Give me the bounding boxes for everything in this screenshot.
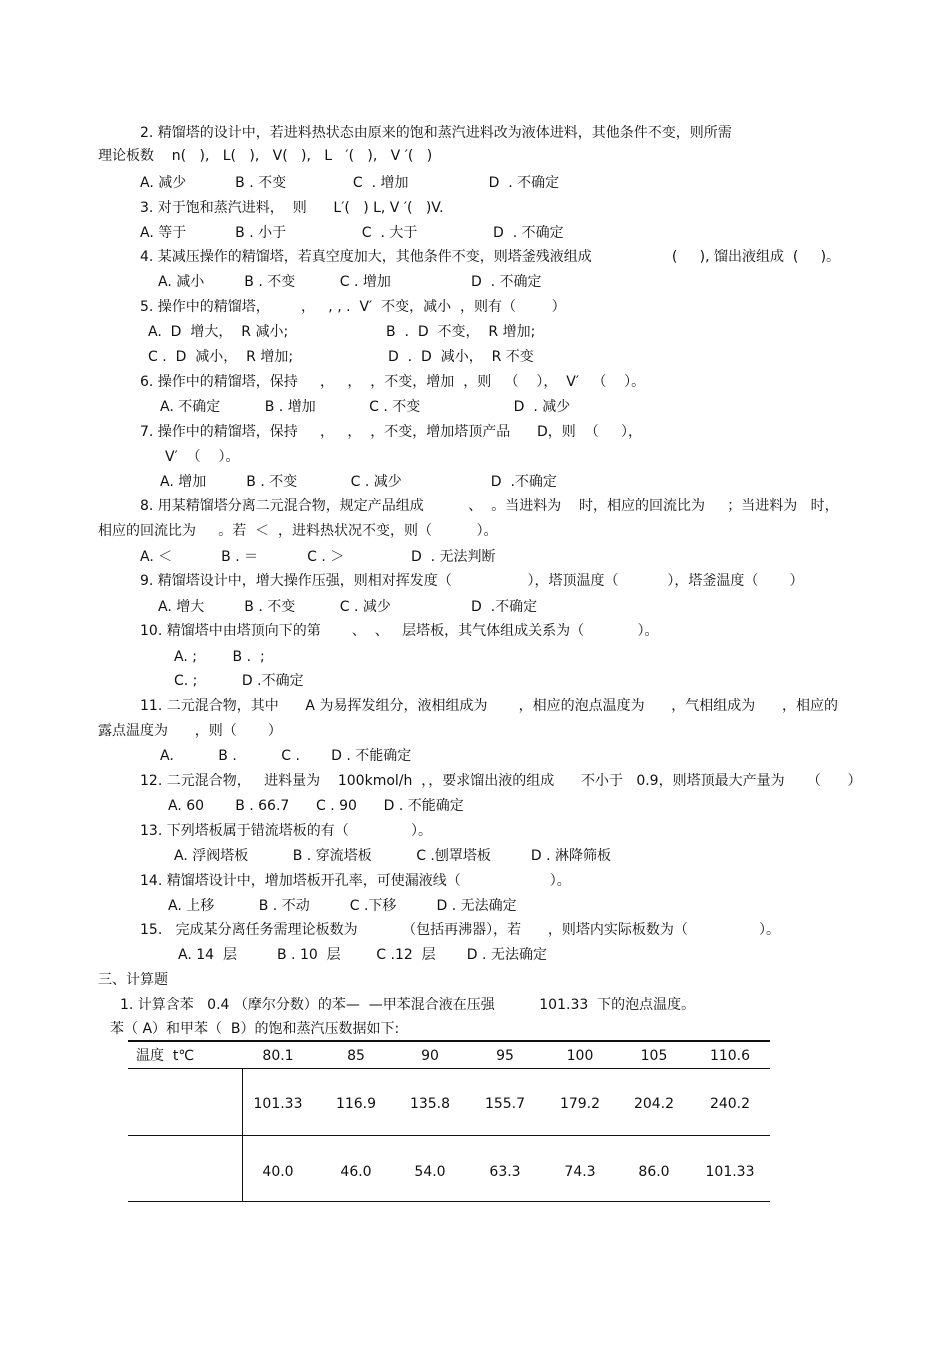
q4-options: A. 减小 B . 不变 C . 增加 D . 不确定 — [158, 274, 542, 290]
table-pb-cell: 63.3 — [489, 1164, 521, 1180]
q10-options-cd: C. ; D .不确定 — [174, 673, 304, 689]
problem1-line2: 苯（ A）和甲苯（ B）的饱和蒸汽压数据如下: — [110, 1021, 400, 1037]
table-pa-cell: 135.8 — [409, 1096, 451, 1112]
q12-options: A. 60 B . 66.7 C . 90 D . 不能确定 — [168, 798, 464, 814]
table-pb-cell: 40.0 — [262, 1164, 294, 1180]
q5-line1: 5. 操作中的精馏塔， ， , , . V′ 不变，减小 ，则有（ ） — [140, 299, 566, 315]
table-pa-cell: 179.2 — [559, 1096, 601, 1112]
q8-line1: 8. 用某精馏塔分离二元混合物，规定产品组成 、 。当进料为 时，相应的回流比为 ；当进料为 时， — [140, 498, 839, 514]
q4-line1: 4. 某减压操作的精馏塔，若真空度加大，其他条件不变，则塔釜残液组成 ( ), 馏出液组成 ( )。 — [140, 249, 841, 265]
table-header-label: 温度 t℃ — [136, 1048, 195, 1064]
q2-line1: 2. 精馏塔的设计中，若进料热状态由原来的饱和蒸汽进料改为液体进料，其他条件不变，则所需 — [140, 125, 732, 141]
table-pa-cell: 101.33 — [253, 1096, 303, 1112]
table-temp-cell: 85 — [347, 1048, 365, 1064]
q13-line1: 13. 下列塔板属于错流塔板的有（ ）。 — [140, 823, 433, 839]
table-pa-cell: 155.7 — [484, 1096, 526, 1112]
q15-line1: 15. 完成某分离任务需理论板数为 （包括再沸器），若 ，则塔内实际板数为（ ）。 — [140, 922, 781, 938]
q5-option-d: D . D 减小， R 不变 — [388, 349, 534, 365]
table-temp-cell: 105 — [640, 1048, 668, 1064]
q10-line1: 10. 精馏塔中由塔顶向下的第 、 、 层塔板，其气体组成关系为（ ）。 — [140, 623, 659, 639]
section-heading: 三、计算题 — [98, 972, 168, 988]
table-temp-cell: 110.6 — [709, 1048, 751, 1064]
table-pb-cell: 46.0 — [340, 1164, 372, 1180]
table-pb-cell: 74.3 — [564, 1164, 596, 1180]
q3-options: A. 等于 B . 小于 C . 大于 D . 不确定 — [140, 225, 564, 241]
q5-option-a: A. D 增大， R 减小; — [148, 324, 289, 340]
table-pb-cell: 101.33 — [705, 1164, 755, 1180]
table-bottom-rule — [128, 1201, 770, 1202]
q2-options: A. 减少 B . 不变 C . 增加 D . 不确定 — [140, 175, 560, 191]
q11-line1: 11. 二元混合物，其中 A 为易挥发组分，液相组成为 ，相应的泡点温度为 ，气相组成为 ，相应的 — [140, 698, 838, 714]
q7-line2: V′ （ ）。 — [165, 449, 240, 465]
table-middle-rule — [128, 1135, 770, 1136]
table-header-rule — [128, 1068, 770, 1069]
table-temp-cell: 95 — [496, 1048, 514, 1064]
table-pb-cell: 86.0 — [638, 1164, 670, 1180]
table-top-rule — [128, 1040, 770, 1042]
q5-option-c: C . D 减小， R 增加; — [148, 349, 294, 365]
table-column-rule — [242, 1069, 243, 1202]
table-pa-cell: 116.9 — [335, 1096, 377, 1112]
q11-options: A. B . C . D . 不能确定 — [160, 748, 412, 764]
table-temp-cell: 90 — [421, 1048, 439, 1064]
q12-line1: 12. 二元混合物， 进料量为 100kmol/h ，，要求馏出液的组成 不小于 0.9，则塔顶最大产量为 （ ） — [140, 773, 862, 789]
q3-line1: 3. 对于饱和蒸汽进料， 则 L′( ) L, V ′( )V. — [140, 200, 444, 216]
q2-line2: 理论板数 n( ), L( ), V( ), L ′( ), V ′( ) — [98, 148, 433, 164]
table-temp-cell: 100 — [566, 1048, 594, 1064]
q9-line1: 9. 精馏塔设计中，增大操作压强，则相对挥发度（ ），塔顶温度（ ），塔釜温度（ ） — [140, 573, 804, 589]
q5-option-b: B . D 不变， R 增加; — [386, 324, 536, 340]
q15-options: A. 14 层 B . 10 层 C .12 层 D . 无法确定 — [178, 947, 547, 963]
q14-options: A. 上移 B . 不动 C .下移 D . 无法确定 — [168, 898, 517, 914]
q7-options: A. 增加 B . 不变 C . 减少 D .不确定 — [160, 474, 557, 490]
q6-options: A. 不确定 B . 增加 C . 不变 D . 减少 — [160, 399, 571, 415]
q7-line1: 7. 操作中的精馏塔，保持 ， ， ，不变，增加塔顶产品 D，则 （ ）， — [140, 424, 642, 440]
table-pa-cell: 204.2 — [633, 1096, 675, 1112]
q13-options: A. 浮阀塔板 B . 穿流塔板 C .刨罩塔板 D . 淋降筛板 — [174, 848, 612, 864]
q14-line1: 14. 精馏塔设计中，增加塔板开孔率，可使漏液线（ ）。 — [140, 873, 571, 889]
table-temp-cell: 80.1 — [262, 1048, 294, 1064]
q10-options-ab: A. ; B . ; — [174, 649, 265, 665]
q6-line1: 6. 操作中的精馏塔，保持 ， ， ，不变，增加 ，则 （ ）， V′ （ ）。 — [140, 374, 646, 390]
q11-line2: 露点温度为 ，则（ ） — [98, 723, 282, 739]
q8-line2: 相应的回流比为 。若 ＜ ，进料热状况不变，则（ ）。 — [98, 523, 498, 539]
table-pb-cell: 54.0 — [414, 1164, 446, 1180]
problem1-line1: 1. 计算含苯 0.4 （摩尔分数）的苯— —甲苯混合液在压强 101.33 下的泡点温度。 — [120, 997, 696, 1013]
q8-options: A. ＜ B . ＝ C . ＞ D . 无法判断 — [140, 549, 496, 565]
table-pa-cell: 240.2 — [709, 1096, 751, 1112]
q9-options: A. 增大 B . 不变 C . 减少 D .不确定 — [158, 599, 538, 615]
